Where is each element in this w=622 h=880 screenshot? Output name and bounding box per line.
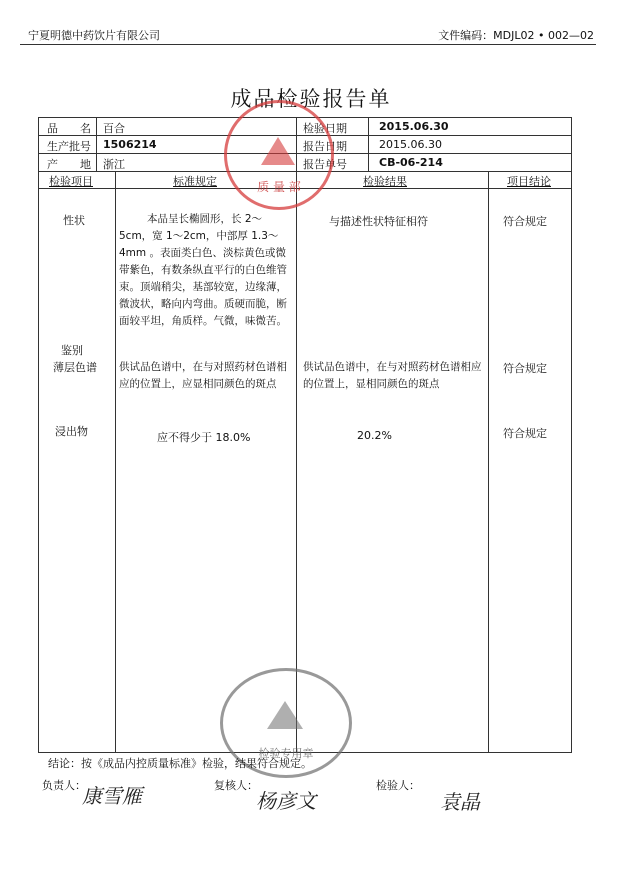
file-code: 文件编码：MDJL02 • 002—02 [438,29,594,42]
inspection-stamp-text: 检验专用章 [258,747,314,760]
conclusion-tlc: 符合规定 [503,362,547,375]
report-date-value: 2015.06.30 [379,138,442,151]
standard-tlc: 供试品色谱中，在与对照药材色谱相应的位置上，应显相同颜色的斑点 [119,361,287,390]
result-extract: 20.2% [357,429,392,442]
qa-department-stamp [224,100,334,210]
item-tlc: 薄层色谱 [53,361,97,374]
standard-appearance: 本品呈长椭圆形，长 2～5cm，宽 1～2cm，中部厚 1.3～4mm 。表面类白色、淡棕黄色或微带紫色，有数条纵直平行的白色维管束。顶端稍尖，基部较宽，边缘薄，微波状，略向内弯曲。质硬而脆，断面较平坦，角质样。气微，味微苦。 [119,213,287,327]
report-table [38,117,572,753]
inspect-date-label: 检验日期 [303,122,347,135]
col-divider [296,171,297,752]
origin-label: 产 地 [47,158,91,171]
col-divider [115,171,116,752]
report-no-label: 报告单号 [303,158,347,171]
star-icon [267,701,303,729]
inspector-label: 检验人： [376,779,420,792]
col-header-standard: 标准规定 [173,175,217,188]
reviewer-label: 复核人： [214,779,258,792]
conclusion-appearance: 符合规定 [503,215,547,228]
qa-stamp-text: 质 量 部 [257,180,301,194]
batch-label: 生产批号 [47,140,91,153]
col-header-conclusion: 项目结论 [507,175,551,188]
item-identification: 鉴别 [61,344,83,357]
reviewer-signature: 杨彦文 [256,789,316,813]
inspector-signature: 袁晶 [440,790,480,814]
report-no-value: CB-06-214 [379,156,443,169]
conclusion-text: 结论：按《成品内控质量标准》检验，结果符合规定。 [48,757,312,770]
standard-extract: 应不得少于 18.0% [157,431,251,444]
result-appearance: 与描述性状特征相符 [329,215,428,228]
header-rule [20,44,596,45]
col-header-result: 检验结果 [363,175,407,188]
col-divider [368,118,369,171]
responsible-signature: 康雪雁 [82,784,142,808]
conclusion-extract: 符合规定 [503,427,547,440]
col-header-item: 检验项目 [49,175,93,188]
item-extract: 浸出物 [55,425,88,438]
product-name-label: 品 名 [47,122,91,135]
col-divider [488,171,489,752]
col-divider [96,118,97,171]
responsible-label: 负责人： [42,779,86,792]
batch-value: 1506214 [103,138,157,151]
document-title: 成品检验报告单 [230,87,392,111]
report-date-label: 报告日期 [303,140,347,153]
product-name-value: 百合 [103,122,125,135]
star-icon [261,137,295,165]
item-appearance: 性状 [63,214,85,227]
inspect-date-value: 2015.06.30 [379,120,449,133]
company-name: 宁夏明德中药饮片有限公司 [28,29,160,42]
origin-value: 浙江 [103,158,125,171]
result-tlc: 供试品色谱中，在与对照药材色谱相应的位置上，显相同颜色的斑点 [303,361,482,390]
